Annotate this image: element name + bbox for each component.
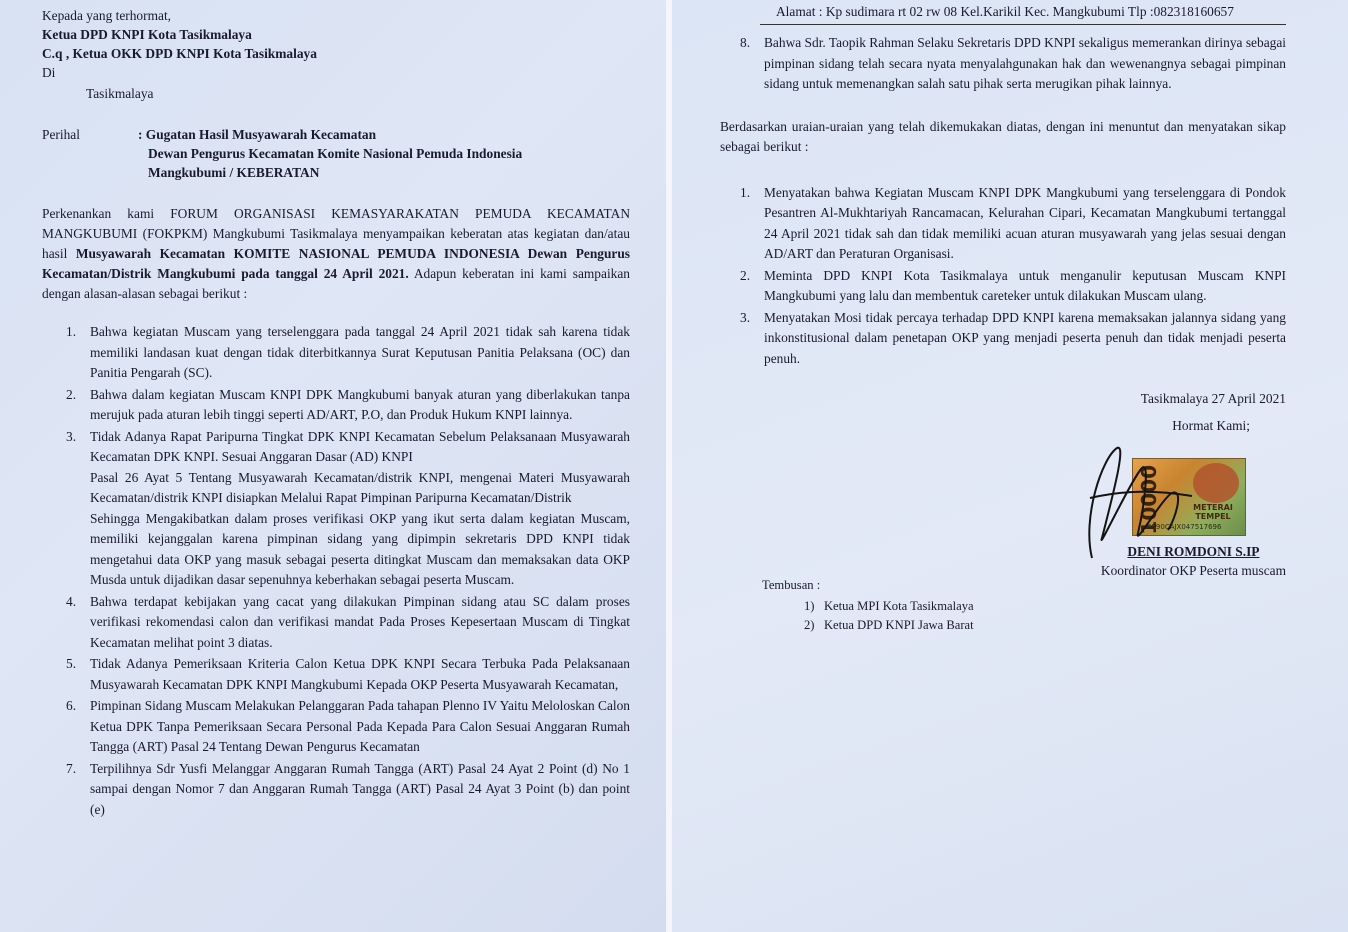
recipient-city: Tasikmalaya: [86, 86, 154, 101]
list-item: [66, 592, 630, 654]
signer-name: DENI ROMDONI S.IP: [1127, 544, 1260, 559]
item-number: 1.: [740, 184, 751, 200]
letterhead-rule: [760, 24, 1286, 25]
item-text: Bahwa kegiatan Muscam yang terselenggara pada tanggal 24 April 2021 tidak sah karena tidak memiliki landasan kuat dengan tidak diterbitkannya Surat Keputusan Panitia Pelaksana (OC) dan Panitia Pengarah (SC).: [90, 324, 630, 380]
conclusion-paragraph: Berdasarkan uraian-uraian yang telah dikemukakan diatas, dengan ini menuntut dan menyatakan sikap sebagai berikut :: [720, 118, 1286, 154]
item-number: 3.: [740, 309, 751, 325]
perihal-line: Mangkubumi / KEBERATAN: [148, 165, 320, 180]
item-number: 1.: [66, 324, 77, 339]
list-item: [66, 696, 630, 758]
item-text: Pimpinan Sidang Muscam Melakukan Pelanggaran Pada tahapan Plenno IV Yaitu Meloloskan Calon Ketua DPK Tanpa Pemeriksaan Secara Personal Pada Kepada Para Calon Sesuai Anggaran Rumah Tangga (ART) Pasal 24 Tentang Dewan Pengurus Kecamatan: [90, 698, 630, 754]
perihal-line: Dewan Pengurus Kecamatan Komite Nasional Pemuda Indonesia: [148, 146, 523, 161]
item-text: Bahwa terdapat kebijakan yang cacat yang dilakukan Pimpinan sidang atau SC dalam proses verifikasi rekomendasi calon dan verifikasi mandat Pada Proses Kepesertaan Muscam di Tingkat Kecamatan melihat point 3 diatas.: [90, 593, 630, 650]
item-text: Tidak Adanya Pemeriksaan Kriteria Calon Ketua DPK KNPI Secara Terbuka Pada Pelaksanaan Musyawarah Kecamatan DPK KNPI Mangkubumi Kepada OKP Peserta Musyawarah Kecamatan,: [90, 656, 630, 692]
item-number: 8.: [740, 35, 751, 50]
list-item: [66, 427, 630, 591]
item-text: Terpilihnya Sdr Yusfi Melanggar Anggaran Rumah Tangga (ART) Pasal 24 Ayat 2 Point (d) No 1 sampai dengan Nomor 7 dan Anggaran Rumah Tangga (ART) Pasal 24 Ayat 3 Point (b) dan point (e): [90, 760, 630, 817]
intro-paragraph: [42, 204, 630, 304]
letter-page-right: [672, 0, 1348, 932]
item-text: Bahwa Sdr. Taopik Rahman Selaku Sekretaris DPD KNPI sekaligus memerankan dirinya sebagai pimpinan sidang telah secara nyata menyalahgunakan hak dan wewenangnya sebagai pimpinan sidang untuk memenangkan salah satu pihak serta merugikan pihak lainnya.: [764, 35, 1286, 91]
signer-title: Koordinator OKP Peserta muscam: [1100, 563, 1286, 578]
signer-block: [1101, 542, 1286, 580]
item-text-part: Sehingga Mengakibatkan dalam proses verifikasi OKP yang ikut serta dalam kegiatan Muscam, memiliki kejanggalan karena pimpinan sidang yang dipimpin sekretaris DPD KNPI tidak mengetahui data OKP yang masuk sebagai peserta ditingkat Muscam dan memaksakan data OKP Musda untuk dijadikan dasar sepenuhnya keberhakan sebagai peserta Muscam.: [90, 510, 630, 587]
tembusan-item: [804, 616, 974, 635]
recipient-line: Ketua DPD KNPI Kota Tasikmalaya: [42, 27, 252, 42]
list-item: [740, 33, 1286, 95]
tembusan-label: Tembusan :: [762, 578, 821, 592]
intro-text: Perkenankan kami FORUM ORGANISASI KEMASYARAKATAN PEMUDA KECAMATAN MANGKUBUMI (FOKPKM) Mangkubumi Tasikmalaya menyampaikan keberatan atas kegiatan dan/atau hasil: [42, 206, 630, 261]
recipient-greeting: Kepada yang terhormat,: [42, 8, 172, 23]
item-number: 3.: [66, 428, 77, 444]
list-item: [740, 266, 1286, 307]
list-item: [740, 183, 1286, 265]
item-number: 2.: [66, 386, 77, 402]
tembusan-text: Ketua MPI Kota Tasikmalaya: [823, 599, 974, 613]
list-item: [66, 759, 630, 821]
item-text: Bahwa dalam kegiatan Muscam KNPI DPK Mangkubumi banyak aturan yang diberlakukan tanpa merujuk pada aturan lebih tinggi seperti AD/ART, P.O, dan Produk Hukum KNPI lainnya.: [90, 386, 630, 422]
sender-address: Alamat : Kp sudimara rt 02 rw 08 Kel.Karikil Kec. Mangkubumi Tlp :082318160657: [776, 4, 1234, 19]
intro-bold-text: Musyawarah Kecamatan KOMITE NASIONAL PEMUDA INDONESIA Dewan Pengurus Kecamatan/Distrik Mangkubumi pada tanggal 24 April 2021.: [42, 246, 631, 281]
tembusan-block: [762, 576, 974, 635]
item-text-part: Tidak Adanya Rapat Paripurna Tingkat DPK KNPI Kecamatan Sebelum Pelaksanaan Musyawarah Kecamatan DPK KNPI. Sesuai Anggaran Dasar (AD) KNPI: [90, 428, 630, 464]
stamp-value: 10000: [1137, 465, 1161, 535]
perihal-line: : Gugatan Hasil Musyawarah Kecamatan: [138, 127, 377, 142]
item-number: 4.: [66, 593, 77, 609]
tembusan-number: 2): [804, 618, 815, 632]
stamp-label: METERAI TEMPEL: [1193, 503, 1233, 521]
recipient-block: [42, 6, 630, 103]
item-number: 7.: [66, 760, 77, 776]
grievance-list: [42, 322, 630, 820]
intro-text: Adapun keberatan ini kami sampaikan dengan alasan-alasan sebagai berikut :: [42, 266, 630, 301]
perihal-label: Perihal: [42, 127, 80, 142]
list-item: [66, 322, 630, 384]
perihal-row: [42, 125, 630, 182]
stamp-code: 6990CAJX047517696: [1147, 523, 1222, 531]
item-text: Menyatakan Mosi tidak percaya terhadap DPD KNPI karena memaksakan jalannya sidang yang inkonstitusional dalam penetapan OKP yang menjadi peserta penuh dan tidak menjadi peserta penuh.: [764, 309, 1286, 366]
item-text: Meminta DPD KNPI Kota Tasikmalaya untuk menganulir keputusan Muscam KNPI Mangkubumi yang lalu dan membentuk careteker untuk dilakukan Muscam ulang.: [764, 267, 1286, 303]
place-date: Tasikmalaya 27 April 2021: [1140, 391, 1286, 406]
tembusan-text: Ketua DPD KNPI Jawa Barat: [823, 618, 974, 632]
item-number: 5.: [66, 656, 77, 671]
list-item: [740, 308, 1286, 370]
item-number: 6.: [66, 698, 77, 713]
perihal-text: [138, 125, 630, 182]
recipient-line: C.q , Ketua OKK DPD KNPI Kota Tasikmalaya: [42, 46, 317, 61]
list-item: [66, 385, 630, 426]
tembusan-number: 1): [804, 599, 815, 613]
letter-page-left: [0, 0, 666, 932]
list-item: [66, 654, 630, 695]
closing-salutation: Hormat Kami;: [1172, 418, 1250, 433]
demands-list: [720, 183, 1286, 370]
item-text: [90, 427, 630, 591]
recipient-di: Di: [42, 65, 56, 80]
item-text-part: Pasal 26 Ayat 5 Tentang Musyawarah Kecamatan/distrik KNPI, mengenai Materi Musyawarah Kecamatan/distrik KNPI disiapkan Melalui Rapat Pimpinan Paripurna Kecamatan/Distrik: [90, 469, 630, 505]
grievance-list-continued: [720, 33, 1286, 95]
tembusan-item: [804, 597, 974, 616]
item-text: Menyatakan bahwa Kegiatan Muscam KNPI DPK Mangkubumi yang terselenggara di Pondok Pesantren Al-Mukhtariyah Rancamacan, Kelurahan Cipari, Kecamatan Mangkubumi tertanggal 24 April 2021 tidak sah dan tidak memiliki acuan aturan musyawarah yang jelas sesuai dengan AD/ART dan Peraturan Organisasi.: [764, 184, 1286, 261]
item-number: 2.: [740, 267, 751, 283]
